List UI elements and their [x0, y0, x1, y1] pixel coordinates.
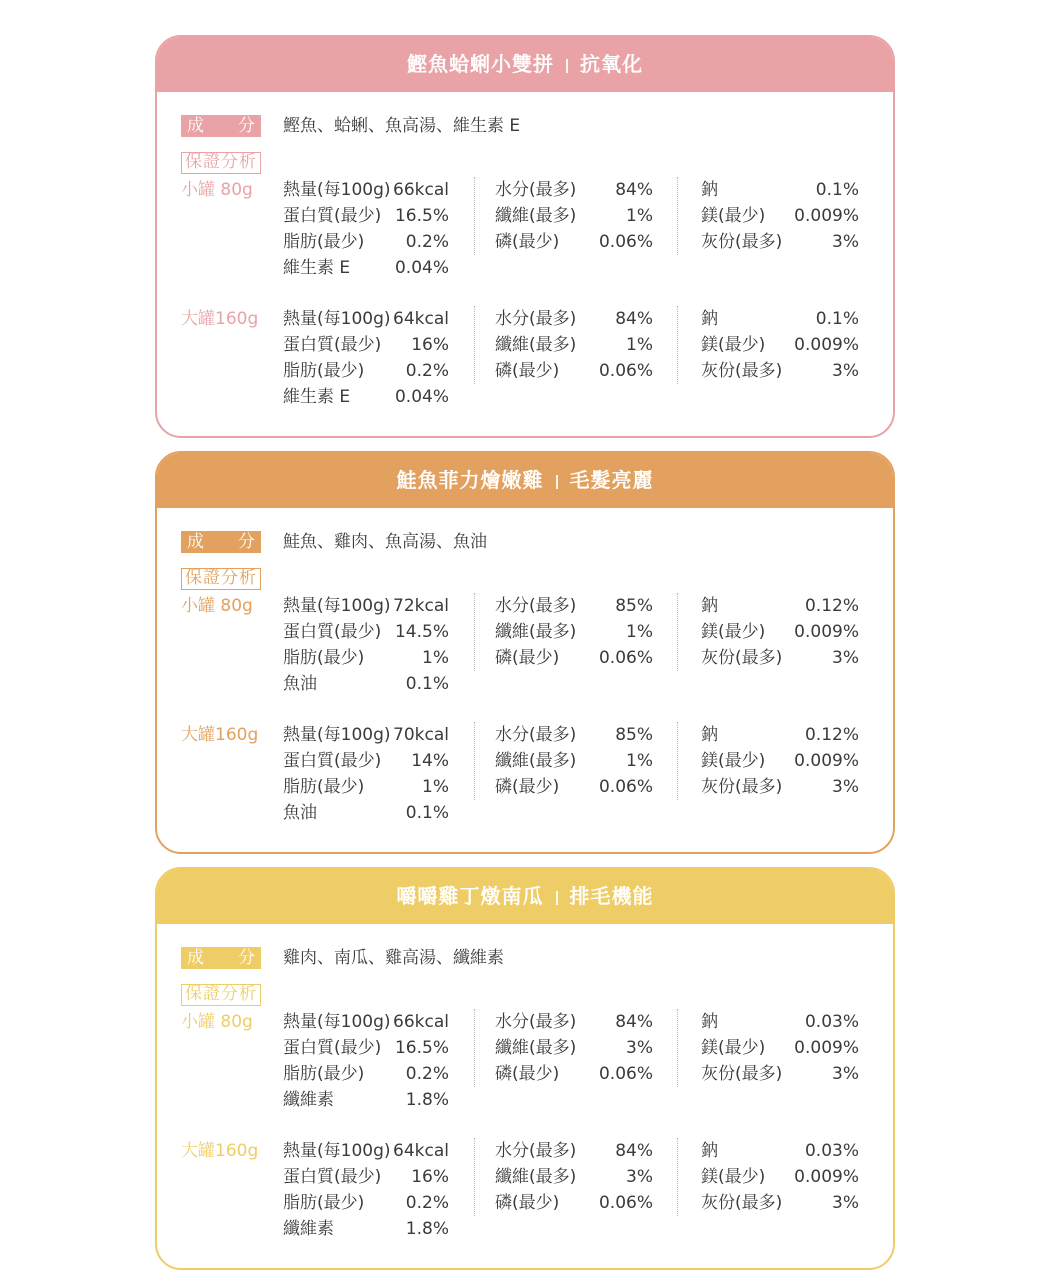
nutrient-name: 磷(最少)	[495, 232, 560, 252]
nutrient-value: 3%	[832, 648, 859, 668]
ingredients-text: 鰹魚、蛤蜊、魚高湯、維生素 E	[283, 116, 521, 136]
nutrient-row	[701, 1035, 859, 1061]
product-benefit: 抗氧化	[580, 52, 643, 76]
nutrient-value: 0.06%	[598, 648, 653, 668]
can-size-label: 小罐 80g	[181, 1012, 253, 1032]
analysis-column	[283, 177, 449, 281]
product-benefit: 排毛機能	[569, 884, 654, 908]
nutrient-value: 0.06%	[598, 777, 653, 797]
ingredients-label	[181, 115, 261, 137]
nutrient-name: 鎂(最少)	[701, 1038, 766, 1058]
nutrient-row	[283, 229, 449, 255]
nutrient-value: 3%	[832, 1064, 859, 1084]
ingredients-label	[181, 531, 261, 553]
nutrient-name: 熱量(每100g)	[283, 1012, 391, 1032]
nutrient-name: 熱量(每100g)	[283, 180, 391, 200]
ingredients-text: 雞肉、南瓜、雞高湯、纖維素	[283, 948, 504, 968]
nutrient-row	[701, 306, 859, 332]
nutrient-name: 鈉	[701, 1012, 718, 1032]
nutrient-name: 魚油	[283, 803, 317, 823]
ingredients-label-char: 成	[187, 116, 204, 136]
nutrient-value: 0.04%	[394, 387, 449, 407]
nutrient-row	[701, 1061, 859, 1087]
title-separator	[556, 891, 558, 905]
nutrient-value: 14%	[411, 751, 449, 771]
ingredients-label-char: 成	[187, 532, 204, 552]
nutrient-value: 1.8%	[405, 1219, 449, 1239]
nutrient-value: 3%	[832, 232, 859, 252]
nutrient-value: 0.06%	[598, 1064, 653, 1084]
guaranteed-analysis-label: 保證分析	[181, 568, 261, 590]
nutrient-value: 0.1%	[815, 309, 859, 329]
nutrient-value: 0.009%	[794, 622, 859, 642]
nutrient-row	[701, 722, 859, 748]
nutrient-name: 纖維素	[283, 1219, 334, 1239]
nutrient-name: 鎂(最少)	[701, 335, 766, 355]
column-divider	[677, 1009, 678, 1087]
nutrient-name: 水分(最多)	[495, 180, 577, 200]
nutrient-value: 0.2%	[405, 232, 449, 252]
nutrient-value: 72kcal	[393, 596, 449, 616]
nutrient-row	[701, 1138, 859, 1164]
nutrient-value: 0.03%	[804, 1012, 859, 1032]
nutrient-row	[283, 255, 449, 281]
nutrient-value: 1%	[626, 622, 653, 642]
nutrient-row	[495, 748, 653, 774]
ingredients-label-char: 分	[238, 116, 255, 136]
analysis-column	[495, 1138, 653, 1216]
nutrient-row	[495, 619, 653, 645]
nutrient-name: 脂肪(最少)	[283, 361, 365, 381]
nutrient-row	[495, 229, 653, 255]
column-divider	[677, 722, 678, 800]
nutrient-value: 3%	[832, 1193, 859, 1213]
nutrient-row	[283, 1009, 449, 1035]
analysis-column	[283, 306, 449, 410]
nutrient-row	[701, 203, 859, 229]
nutrient-name: 熱量(每100g)	[283, 1141, 391, 1161]
nutrient-name: 灰份(最多)	[701, 777, 783, 797]
nutrient-row	[283, 722, 449, 748]
column-divider	[474, 177, 475, 255]
nutrient-row	[495, 1138, 653, 1164]
analysis-column	[283, 593, 449, 697]
analysis-column	[701, 1009, 859, 1087]
analysis-column	[283, 1138, 449, 1242]
nutrient-name: 灰份(最多)	[701, 1064, 783, 1084]
nutrient-value: 0.04%	[394, 258, 449, 278]
analysis-column	[495, 177, 653, 255]
nutrient-row	[701, 774, 859, 800]
analysis-column	[701, 722, 859, 800]
column-divider	[474, 1009, 475, 1087]
nutrient-name: 水分(最多)	[495, 309, 577, 329]
product-benefit: 毛髮亮麗	[569, 468, 654, 492]
product-name: 嚼嚼雞丁燉南瓜	[396, 884, 544, 908]
nutrient-value: 0.06%	[598, 1193, 653, 1213]
nutrient-name: 蛋白質(最少)	[283, 1038, 382, 1058]
nutrient-value: 3%	[626, 1038, 653, 1058]
nutrient-value: 0.03%	[804, 1141, 859, 1161]
nutrient-row	[283, 1216, 449, 1242]
nutrient-row	[283, 1087, 449, 1113]
nutrient-value: 0.06%	[598, 232, 653, 252]
product-card	[155, 867, 895, 1270]
nutrient-row	[701, 332, 859, 358]
nutrient-name: 熱量(每100g)	[283, 309, 391, 329]
column-divider	[474, 1138, 475, 1216]
nutrient-name: 鈉	[701, 1141, 718, 1161]
nutrient-row	[495, 722, 653, 748]
nutrient-row	[701, 748, 859, 774]
nutrient-value: 3%	[832, 777, 859, 797]
nutrient-value: 0.009%	[794, 206, 859, 226]
nutrient-value: 0.009%	[794, 335, 859, 355]
product-name: 鰹魚蛤蜊小雙拼	[407, 52, 554, 76]
analysis-column	[283, 722, 449, 826]
product-card	[155, 35, 895, 438]
column-divider	[474, 593, 475, 671]
column-divider	[677, 593, 678, 671]
nutrient-value: 0.12%	[804, 596, 859, 616]
nutrient-name: 蛋白質(最少)	[283, 1167, 382, 1187]
nutrient-row	[701, 1190, 859, 1216]
nutrient-value: 1%	[422, 648, 449, 668]
nutrient-row	[283, 384, 449, 410]
nutrient-row	[495, 306, 653, 332]
nutrient-row	[283, 1190, 449, 1216]
nutrient-value: 0.009%	[794, 751, 859, 771]
nutrient-name: 魚油	[283, 674, 317, 694]
nutrient-name: 磷(最少)	[495, 1193, 560, 1213]
nutrient-value: 16%	[411, 335, 449, 355]
nutrient-name: 磷(最少)	[495, 648, 560, 668]
nutrient-name: 灰份(最多)	[701, 648, 783, 668]
nutrient-value: 0.12%	[804, 725, 859, 745]
nutrient-value: 0.1%	[405, 803, 449, 823]
nutrient-value: 0.009%	[794, 1038, 859, 1058]
nutrient-row	[495, 1190, 653, 1216]
nutrient-row	[495, 774, 653, 800]
can-size-label: 小罐 80g	[181, 596, 253, 616]
nutrient-row	[701, 619, 859, 645]
can-size-label: 大罐160g	[181, 725, 259, 745]
ingredients-label	[181, 947, 261, 969]
nutrient-value: 0.06%	[598, 361, 653, 381]
nutrient-value: 3%	[626, 1167, 653, 1187]
nutrient-value: 84%	[615, 309, 653, 329]
can-size-label: 大罐160g	[181, 1141, 259, 1161]
nutrient-value: 85%	[615, 596, 653, 616]
nutrient-name: 蛋白質(最少)	[283, 751, 382, 771]
nutrient-value: 3%	[832, 361, 859, 381]
nutrient-name: 脂肪(最少)	[283, 648, 365, 668]
nutrient-value: 70kcal	[393, 725, 449, 745]
nutrient-row	[283, 306, 449, 332]
nutrient-value: 16.5%	[394, 1038, 449, 1058]
nutrient-value: 66kcal	[393, 180, 449, 200]
nutrient-value: 64kcal	[393, 309, 449, 329]
nutrient-row	[283, 619, 449, 645]
nutrient-name: 磷(最少)	[495, 1064, 560, 1084]
ingredients-label-char: 分	[238, 948, 255, 968]
nutrient-name: 水分(最多)	[495, 1141, 577, 1161]
nutrient-name: 纖維素	[283, 1090, 334, 1110]
nutrient-row	[283, 593, 449, 619]
ingredients-text: 鮭魚、雞肉、魚高湯、魚油	[283, 532, 487, 552]
nutrient-name: 纖維(最多)	[495, 622, 577, 642]
nutrient-row	[283, 748, 449, 774]
nutrient-row	[283, 1138, 449, 1164]
nutrient-row	[495, 177, 653, 203]
nutrient-row	[283, 203, 449, 229]
nutrient-name: 蛋白質(最少)	[283, 622, 382, 642]
nutrient-value: 64kcal	[393, 1141, 449, 1161]
nutrient-name: 鈉	[701, 596, 718, 616]
nutrient-name: 水分(最多)	[495, 1012, 577, 1032]
analysis-column	[701, 593, 859, 671]
nutrient-row	[495, 1061, 653, 1087]
nutrient-value: 0.2%	[405, 1193, 449, 1213]
nutrient-row	[701, 229, 859, 255]
nutrient-row	[283, 1035, 449, 1061]
nutrient-row	[283, 332, 449, 358]
nutrient-name: 纖維(最多)	[495, 335, 577, 355]
nutrient-value: 66kcal	[393, 1012, 449, 1032]
ingredients-label-char: 分	[238, 532, 255, 552]
nutrient-name: 水分(最多)	[495, 725, 577, 745]
nutrient-name: 維生素 E	[283, 258, 351, 278]
nutrient-row	[283, 671, 449, 697]
nutrient-row	[283, 645, 449, 671]
nutrient-value: 14.5%	[394, 622, 449, 642]
analysis-column	[283, 1009, 449, 1113]
nutrient-value: 0.2%	[405, 361, 449, 381]
title-separator	[566, 59, 568, 73]
nutrient-value: 16.5%	[394, 206, 449, 226]
nutrient-row	[701, 358, 859, 384]
can-size-label: 大罐160g	[181, 309, 259, 329]
card-title	[157, 869, 893, 924]
title-separator	[556, 475, 558, 489]
nutrient-row	[283, 177, 449, 203]
nutrient-row	[701, 1009, 859, 1035]
nutrient-row	[495, 1009, 653, 1035]
analysis-column	[495, 593, 653, 671]
guaranteed-analysis-label: 保證分析	[181, 984, 261, 1006]
nutrient-row	[495, 358, 653, 384]
nutrient-value: 0.1%	[815, 180, 859, 200]
analysis-column	[701, 306, 859, 384]
nutrient-row	[701, 1164, 859, 1190]
nutrient-name: 蛋白質(最少)	[283, 206, 382, 226]
nutrient-row	[283, 1061, 449, 1087]
nutrient-row	[283, 1164, 449, 1190]
nutrient-name: 灰份(最多)	[701, 232, 783, 252]
column-divider	[474, 722, 475, 800]
nutrient-value: 1%	[626, 335, 653, 355]
nutrient-name: 鈉	[701, 725, 718, 745]
nutrient-row	[495, 203, 653, 229]
nutrient-name: 脂肪(最少)	[283, 232, 365, 252]
nutrient-name: 鎂(最少)	[701, 1167, 766, 1187]
nutrient-row	[701, 645, 859, 671]
nutrient-row	[701, 593, 859, 619]
nutrient-row	[283, 358, 449, 384]
analysis-column	[495, 1009, 653, 1087]
nutrient-value: 1%	[626, 751, 653, 771]
nutrient-name: 熱量(每100g)	[283, 596, 391, 616]
nutrient-row	[283, 774, 449, 800]
column-divider	[474, 306, 475, 384]
nutrient-name: 鎂(最少)	[701, 622, 766, 642]
analysis-column	[495, 722, 653, 800]
nutrient-name: 纖維(最多)	[495, 206, 577, 226]
nutrient-name: 纖維(最多)	[495, 1038, 577, 1058]
nutrient-row	[495, 593, 653, 619]
nutrient-name: 磷(最少)	[495, 777, 560, 797]
nutrient-name: 纖維(最多)	[495, 1167, 577, 1187]
card-title	[157, 37, 893, 92]
nutrient-name: 脂肪(最少)	[283, 777, 365, 797]
nutrient-name: 纖維(最多)	[495, 751, 577, 771]
nutrient-value: 1%	[626, 206, 653, 226]
nutrient-value: 0.1%	[405, 674, 449, 694]
nutrient-name: 磷(最少)	[495, 361, 560, 381]
nutrient-name: 水分(最多)	[495, 596, 577, 616]
nutrient-row	[495, 1035, 653, 1061]
nutrient-row	[283, 800, 449, 826]
nutrient-name: 維生素 E	[283, 387, 351, 407]
nutrient-value: 0.2%	[405, 1064, 449, 1084]
column-divider	[677, 1138, 678, 1216]
nutrient-value: 1.8%	[405, 1090, 449, 1110]
card-title	[157, 453, 893, 508]
column-divider	[677, 177, 678, 255]
nutrient-name: 鈉	[701, 309, 718, 329]
nutrient-name: 脂肪(最少)	[283, 1064, 365, 1084]
nutrient-name: 鎂(最少)	[701, 206, 766, 226]
nutrient-row	[495, 645, 653, 671]
product-name: 鮭魚菲力燴嫩雞	[396, 468, 544, 492]
nutrient-value: 85%	[615, 725, 653, 745]
nutrient-name: 灰份(最多)	[701, 1193, 783, 1213]
column-divider	[677, 306, 678, 384]
nutrient-row	[701, 177, 859, 203]
nutrient-value: 84%	[615, 1012, 653, 1032]
nutrient-name: 鎂(最少)	[701, 751, 766, 771]
nutrient-value: 16%	[411, 1167, 449, 1187]
product-card	[155, 451, 895, 854]
nutrient-value: 84%	[615, 1141, 653, 1161]
nutrient-name: 熱量(每100g)	[283, 725, 391, 745]
nutrient-name: 脂肪(最少)	[283, 1193, 365, 1213]
nutrient-value: 0.009%	[794, 1167, 859, 1187]
can-size-label: 小罐 80g	[181, 180, 253, 200]
analysis-column	[701, 1138, 859, 1216]
analysis-column	[495, 306, 653, 384]
ingredients-label-char: 成	[187, 948, 204, 968]
guaranteed-analysis-label: 保證分析	[181, 152, 261, 174]
nutrient-row	[495, 1164, 653, 1190]
nutrient-name: 鈉	[701, 180, 718, 200]
nutrient-name: 蛋白質(最少)	[283, 335, 382, 355]
analysis-column	[701, 177, 859, 255]
nutrient-value: 1%	[422, 777, 449, 797]
nutrient-name: 灰份(最多)	[701, 361, 783, 381]
nutrient-row	[495, 332, 653, 358]
nutrient-value: 84%	[615, 180, 653, 200]
